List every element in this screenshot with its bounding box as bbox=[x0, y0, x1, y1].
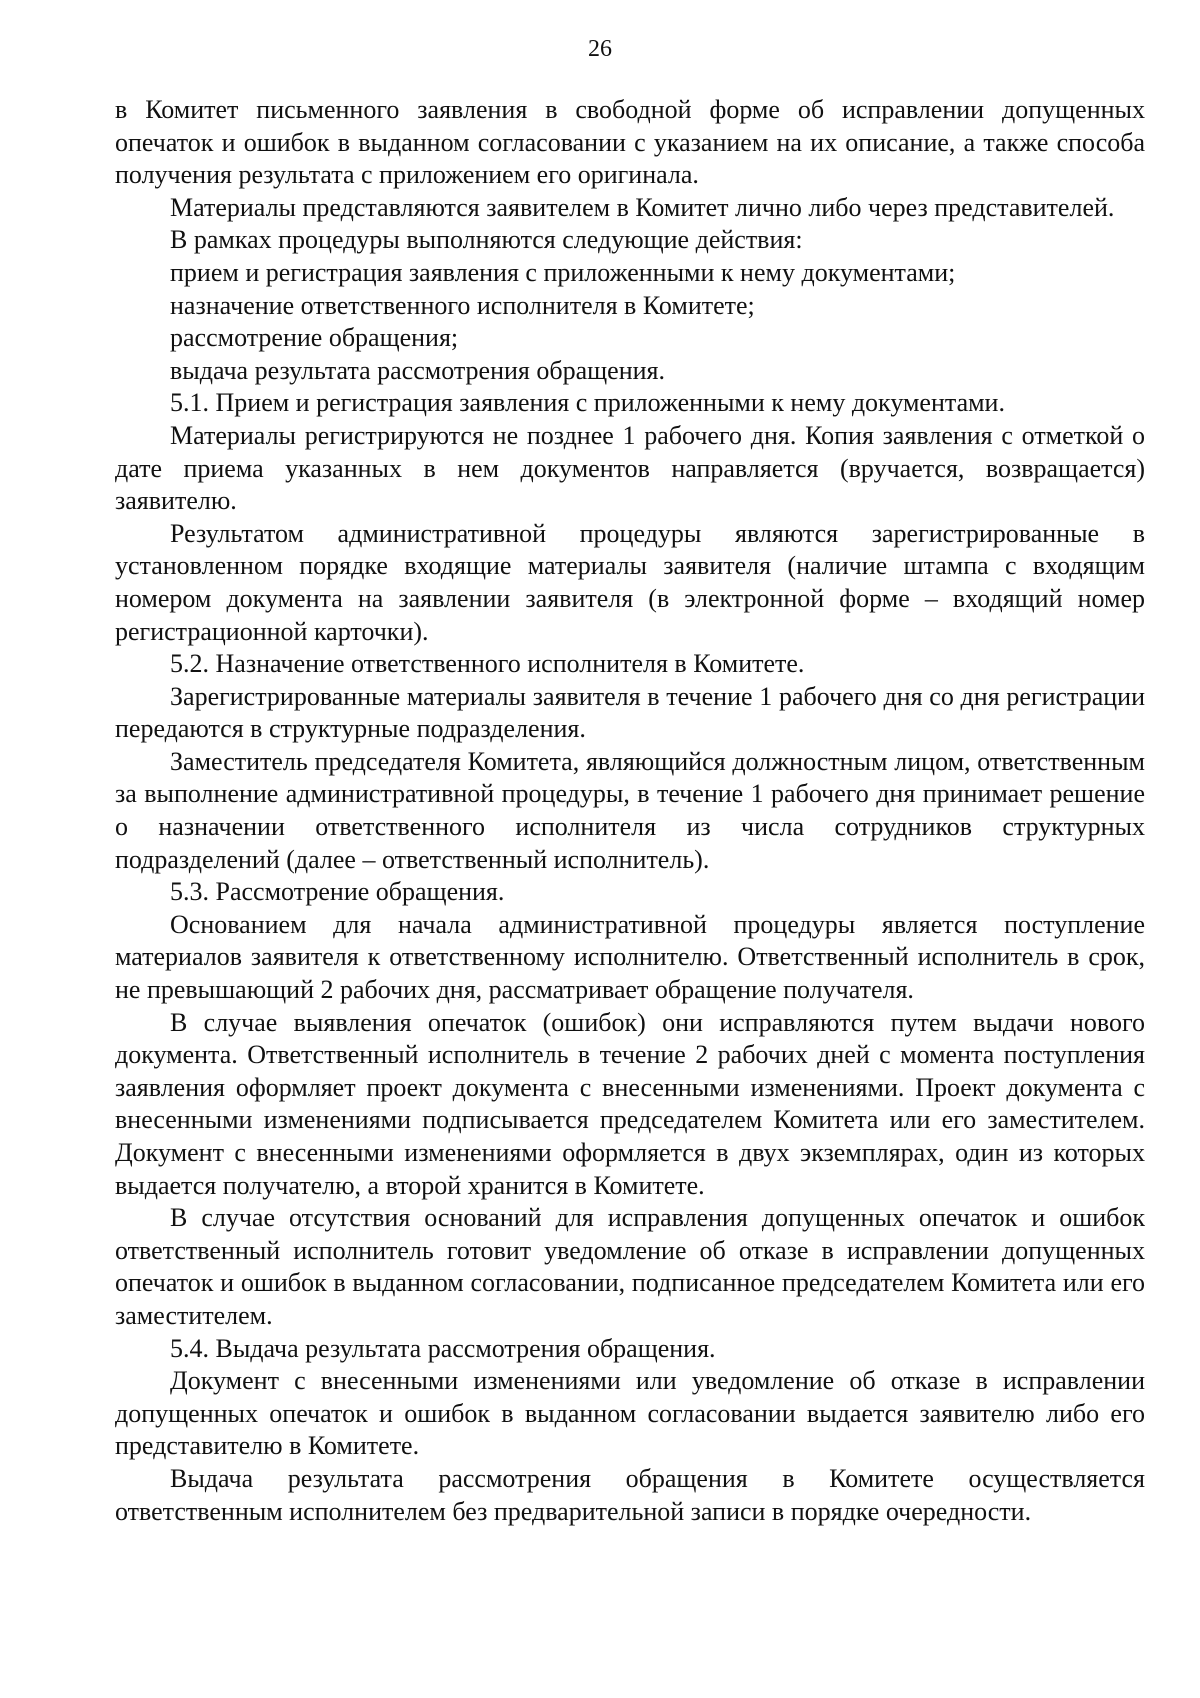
paragraph: В рамках процедуры выполняются следующие действия: bbox=[170, 225, 803, 255]
page-number: 26 bbox=[588, 36, 612, 62]
paragraph-continuation: в Комитет письменного заявления в свободной форме об исправлении допущенных опечаток и ошибок в выданном согласовании с указанием на их описание, а также способа получения результата с приложением его оригинала. bbox=[115, 95, 1145, 190]
list-item: рассмотрение обращения; bbox=[170, 323, 459, 353]
paragraph: Заместитель председателя Комитета, являющийся должностным лицом, ответственным за выполнение административной процедуры, в течение 1 рабочего дня принимает решение о назначении ответственного исполнителя из числа сотрудников структурных подразделений (далее – ответственный исполнитель). bbox=[115, 746, 1145, 874]
paragraph: Основанием для начала административной процедуры является поступление материалов заявителя к ответственному исполнителю. Ответственный исполнитель в срок, не превышающий 2 рабочих дня, рассматривает обращение получателя. bbox=[115, 909, 1145, 1005]
list-item: назначение ответственного исполнителя в Комитете; bbox=[170, 290, 755, 320]
section-heading: 5.3. Рассмотрение обращения. bbox=[170, 877, 505, 907]
section-heading: 5.1. Прием и регистрация заявления с приложенными к нему документами. bbox=[170, 388, 1005, 418]
document-body bbox=[115, 94, 1145, 1528]
section-heading: 5.4. Выдача результата рассмотрения обращения. bbox=[170, 1333, 716, 1363]
paragraph: Зарегистрированные материалы заявителя в течение 1 рабочего дня со дня регистрации передаются в структурные подразделения. bbox=[115, 681, 1145, 744]
section-heading: 5.2. Назначение ответственного исполнителя в Комитете. bbox=[170, 649, 805, 679]
paragraph: Материалы представляются заявителем в Комитет лично либо через представителей. bbox=[170, 192, 1115, 222]
list-item: выдача результата рассмотрения обращения. bbox=[170, 355, 665, 385]
paragraph: Результатом административной процедуры являются зарегистрированные в установленном порядке входящие материалы заявителя (наличие штампа с входящим номером документа на заявлении заявителя (в электронной форме – входящий номер регистрационной карточки). bbox=[115, 518, 1145, 646]
paragraph: В случае отсутствия оснований для исправления допущенных опечаток и ошибок ответственный исполнитель готовит уведомление об отказе в исправлении допущенных опечаток и ошибок в выданном согласовании, подписанное председателем Комитета или его заместителем. bbox=[115, 1203, 1145, 1330]
paragraph: Выдача результата рассмотрения обращения в Комитете осуществляется ответственным исполнителем без предварительной записи в порядке очередности. bbox=[115, 1463, 1145, 1526]
list-item: прием и регистрация заявления с приложенными к нему документами; bbox=[170, 257, 956, 287]
paragraph: В случае выявления опечаток (ошибок) они исправляются путем выдачи нового документа. Ответственный исполнитель в течение 2 рабочих дней с момента поступления заявления оформляет проект документа с внесенными изменениями. Проект документа с внесенными изменениями подписывается председателем Комитета или его заместителем. Документ с внесенными изменениями оформляется в двух экземплярах, один из которых выдается получателю, а второй хранится в Комитете. bbox=[115, 1007, 1145, 1200]
paragraph: Документ с внесенными изменениями или уведомление об отказе в исправлении допущенных опечаток и ошибок в выданном согласовании выдается заявителю либо его представителю в Комитете. bbox=[115, 1366, 1145, 1461]
paragraph: Материалы регистрируются не позднее 1 рабочего дня. Копия заявления с отметкой о дате приема указанных в нем документов направляется (вручается, возвращается) заявителю. bbox=[115, 420, 1145, 516]
